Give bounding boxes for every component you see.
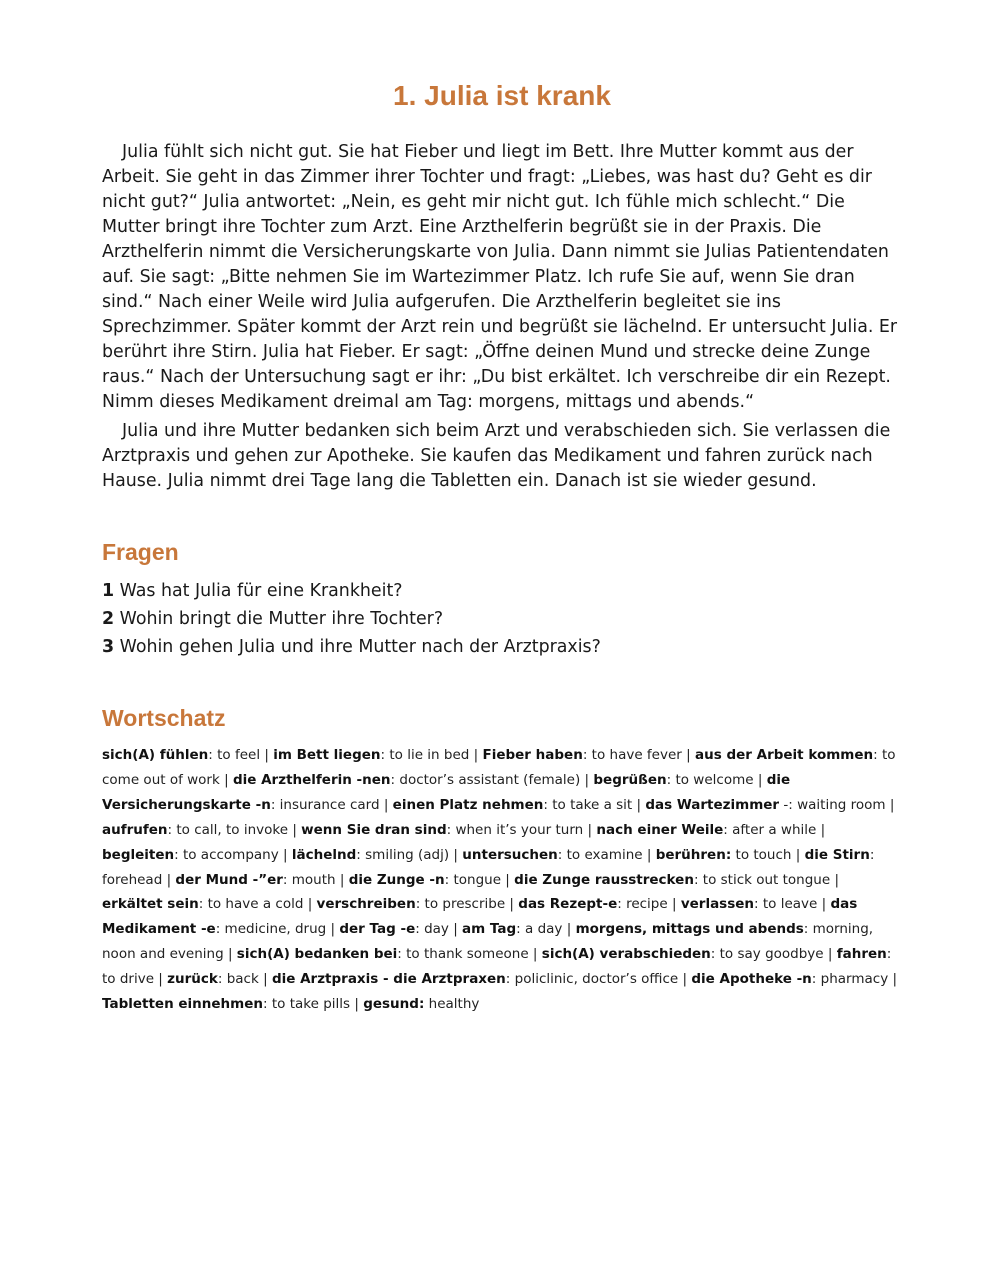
vocab-separator: | [678,971,692,988]
vocab-definition: : smiling (adj) [356,846,450,863]
vocab-term: die Versicherungskarte -n [102,771,791,813]
vocab-separator: | [223,946,237,963]
vocab-separator: | [885,796,895,813]
vocab-separator: | [562,921,576,938]
question-text: Wohin bringt die Mutter ihre Tochter? [119,609,444,629]
question-number: 2 [102,609,115,629]
vocab-definition: : forehead [102,846,875,888]
vocab-separator: | [580,771,594,788]
vocab-definition: : to lie in bed [380,747,470,763]
vocab-term: aus der Arbeit kommen [694,747,874,763]
vocab-term: sich(A) fühlen [102,747,209,763]
vocab-definition: : policlinic, doctor’s office [505,971,679,988]
vocab-definition: : after a while [723,821,817,838]
vocab-term: im Bett liegen [273,747,381,763]
fragen-heading: Fragen [102,539,179,565]
question-item [102,577,902,605]
vocab-definition: : tongue [444,871,502,888]
vocab-entry [339,921,449,937]
vocab-term: die Zunge -n [348,871,445,888]
vocab-entry [301,822,583,838]
vocab-definition: : pharmacy [811,971,889,988]
vocab-term: begrüßen [593,771,667,788]
vocab-separator: | [583,821,597,838]
vocab-entry [349,872,501,888]
vocab-definition: : to drive [102,946,892,988]
question-number: 3 [102,637,115,657]
vocab-separator: | [632,796,646,813]
vocab-definition: -: waiting room [779,796,886,813]
vocab-separator: | [162,871,176,888]
vocab-term: die Stirn [804,846,870,863]
vocab-separator: | [816,821,826,838]
vocab-separator: | [350,996,364,1013]
vocab-term: Fieber haben [482,747,583,763]
vocab-term: die Zunge rausstrecken [514,871,694,888]
vocab-definition: : to prescribe [415,896,506,913]
story-paragraph: Julia und ihre Mutter bedanken sich beim Arzt und verabschieden sich. Sie verlassen die Arztpraxis und gehen zur Apotheke. Sie kaufen das Medikament und fahren zurück nach Hause. Julia nimmt drei Tage lang die Tabletten ein. Danach ist sie wieder gesund. [102,421,891,491]
vocab-separator: | [823,946,837,963]
vocab-separator: | [154,971,168,988]
vocab-separator: | [326,921,340,938]
vocab-separator: | [448,921,463,938]
vocab-definition: : back [217,971,259,988]
page-title: 1. Julia ist krank [393,80,611,111]
vocab-term: sich(A) bedanken bei [236,946,398,963]
vocab-term: fahren [836,946,887,963]
vocab-separator: | [791,846,805,863]
vocab-entry [317,896,506,912]
vocab-term: nach einer Weile [596,821,724,838]
vocab-entry [102,996,350,1012]
vocab-definition: : to stick out tongue [693,871,831,888]
vocab-term: sich(A) verabschieden [541,946,711,963]
vocab-entry [273,747,469,763]
vocab-entry [272,971,678,987]
vocab-definition: : to have fever [582,747,682,763]
vocab-entry [681,896,818,912]
vocab-definition: : insurance card [270,796,380,813]
vocab-definition: : to welcome [666,771,754,788]
vocab-separator: | [830,871,840,888]
vocab-definition: : to have a cold [198,896,304,913]
vocab-separator: | [667,896,681,913]
vocab-term: verlassen [680,896,755,913]
vocab-term: verschreiben [316,896,416,913]
vocab-definition: : recipe [617,896,668,913]
vocab-term: erkältet sein [102,896,199,913]
vocab-entry [482,747,681,763]
vocab-definition: healthy [424,996,480,1013]
story-text [102,140,902,498]
vocab-entry [596,822,816,838]
vocab-separator: | [335,871,349,888]
vocab-definition: : to accompany [174,846,279,863]
vocab-definition: : when it’s your turn [446,821,584,838]
vocab-entry [645,797,885,813]
vocab-term: am Tag [462,921,517,938]
vocab-definition: : mouth [282,871,336,888]
vocab-separator: | [303,896,317,913]
vocab-entry [691,971,888,987]
vocab-term: einen Platz nehmen [392,796,544,813]
vocab-term: das Rezept-e [518,896,618,913]
vocab-term: untersuchen [462,846,558,863]
vocab-entry [656,847,792,863]
vocab-definition: : morning, noon and evening [102,921,874,963]
vocab-separator: | [288,821,302,838]
vocab-term: die Apotheke -n [691,971,812,988]
vocab-term: berühren: [655,846,732,863]
vocab-entry [462,921,562,937]
vocab-term: morgens, mittags und abends [575,921,804,938]
vocab-term: zurück [167,971,218,988]
vocab-separator: | [469,747,483,763]
vocab-definition: : doctor’s assistant (female) [390,771,581,788]
vocab-separator: | [258,971,272,988]
vocab-term: begleiten [102,846,175,863]
vocab-entry [393,797,633,813]
vocab-entry [102,747,260,763]
vocab-separator: | [501,871,515,888]
vocab-definition: : a day [516,921,563,938]
vocab-entry [292,847,449,863]
vocab-term: die Arzthelferin -nen [232,771,391,788]
vocab-separator: | [379,796,393,813]
vocab-definition: : to take pills [263,996,351,1013]
vocab-separator: | [505,896,519,913]
vocab-entry [462,847,642,863]
question-item [102,633,902,661]
question-number: 1 [102,581,115,601]
vocab-term: aufrufen [102,821,168,838]
vocab-term: das Wartezimmer [645,796,780,813]
story-paragraph: Julia fühlt sich nicht gut. Sie hat Fieber und liegt im Bett. Ihre Mutter kommt aus der Arbeit. Sie geht in das Zimmer ihrer Tochter und fragt: „Liebes, was hast du? Geht es dir nicht gut?“ Julia antwortet: „Nein, es geht mir nicht gut. Ich fühle mich schlecht.“ Die Mutter bringt ihre Tochter zum Arzt. Eine Arzthelferin begrüßt sie in der Praxis. Die Arzthelferin nimmt die Versicherungskarte von Julia. Dann nimmt sie Julias Patientendaten auf. Sie sagt: „Bitte nehmen Sie im Wartezimmer Platz. Ich rufe Sie auf, wenn Sie dran sind.“ Nach einer Weile wird Julia aufgerufen. Die Arzthelferin begleitet sie ins Sprechzimmer. Später kommt der Arzt rein und begrüßt sie lächelnd. Er untersucht Julia. Er berührt ihre Stirn. Julia hat Fieber. Er sagt: „Öffne deinen Mund und strecke deine Zunge raus.“ Nach der Untersuchung sagt er ihr: „Du bist erkältet. Ich verschreibe dir ein Rezept. Nimm dieses Medikament dreimal am Tag: morgens, mittags und abends.“ [102,142,898,412]
vocab-separator: | [681,747,695,763]
vocab-term: wenn Sie dran sind [301,821,447,838]
vocab-entry [175,872,335,888]
question-text: Was hat Julia für eine Krankheit? [119,581,403,601]
vocab-definition: to touch [731,846,792,863]
vocab-term: der Tag -e [339,921,416,938]
vocab-definition: : to feel [208,747,261,763]
vocab-definition: : medicine, drug [215,921,327,938]
vocab-separator: | [260,747,274,763]
vocab-separator: | [642,846,656,863]
vocab-separator: | [753,771,767,788]
vocab-separator: | [888,971,898,988]
vocab-entry [542,946,824,962]
vocab-separator: | [817,896,831,913]
vocab-entry [514,872,830,888]
vocab-term: lächelnd [291,846,357,863]
vocab-entry [237,946,529,962]
vocab-term: der Mund -”er [175,871,283,888]
vocab-definition: : to thank someone [397,946,529,963]
vocab-definition: : day [415,921,449,938]
vocab-term: gesund: [363,996,425,1013]
wortschatz-heading: Wortschatz [102,705,226,731]
vocab-term: die Arztpraxis - die Arztpraxen [271,971,506,988]
vocab-entry [593,772,753,788]
vocab-entry [102,896,303,912]
questions-list [102,577,902,661]
vocab-term: das Medikament -e [102,896,858,938]
question-text: Wohin gehen Julia und ihre Mutter nach der Arztpraxis? [119,637,601,657]
vocab-entry [233,772,580,788]
question-item [102,605,902,633]
vocab-definition: : to take a sit [543,796,633,813]
vocab-definition: : to call, to invoke [167,821,289,838]
vocab-separator: | [449,846,463,863]
vocab-entry [518,896,667,912]
vocab-definition: : to leave [754,896,818,913]
vocab-entry [102,822,288,838]
vocab-separator: | [219,771,233,788]
vocab-term: Tabletten einnehmen [102,996,264,1013]
vocab-entry [102,847,279,863]
vocab-definition: : to come out of work [102,747,896,788]
vocabulary-list [102,743,902,1017]
vocab-definition: : to examine [557,846,643,863]
vocab-entry [167,971,259,987]
vocab-separator: | [278,846,292,863]
vocab-entry [363,996,479,1012]
vocab-definition: : to say goodbye [710,946,824,963]
vocab-separator: | [528,946,542,963]
